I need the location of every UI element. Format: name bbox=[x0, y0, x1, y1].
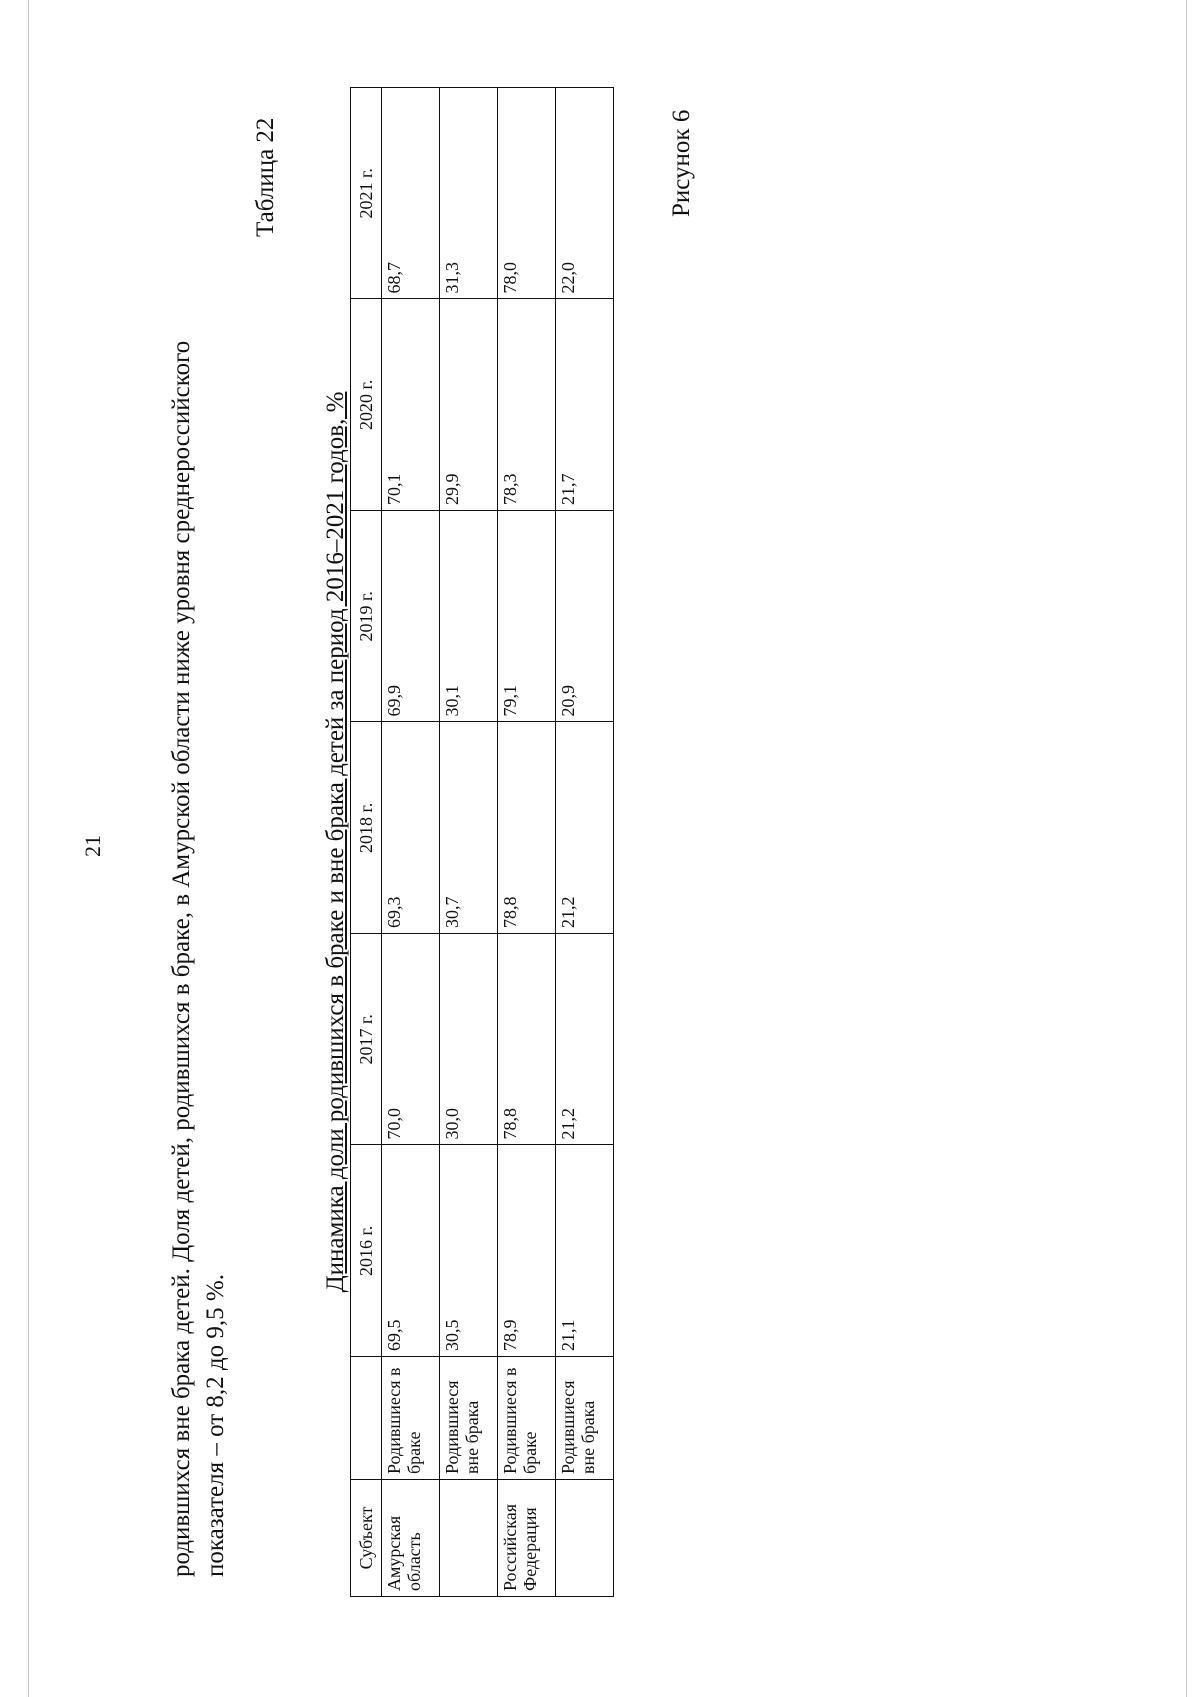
row-subject: Российская Федерация bbox=[498, 1480, 556, 1597]
header-2020: 2020 г. bbox=[351, 299, 382, 511]
row-category: Родившиеся вне брака bbox=[440, 1357, 498, 1480]
row-category: Родившиеся вне брака bbox=[556, 1357, 614, 1480]
header-subject: Субъект bbox=[351, 1480, 382, 1597]
value-cell: 30,5 bbox=[440, 1145, 498, 1357]
header-2021: 2021 г. bbox=[351, 88, 382, 300]
header-category bbox=[351, 1357, 382, 1480]
row-subject bbox=[556, 1480, 614, 1597]
table-header-row bbox=[351, 88, 382, 1597]
figure-label: Рисунок 6 bbox=[668, 109, 695, 217]
value-cell: 30,1 bbox=[440, 511, 498, 723]
value-cell: 69,5 bbox=[382, 1145, 440, 1357]
value-cell: 20,9 bbox=[556, 511, 614, 723]
value-cell: 79,1 bbox=[498, 511, 556, 723]
value-cell: 21,2 bbox=[556, 722, 614, 934]
value-cell: 22,0 bbox=[556, 88, 614, 300]
paragraph-line-2: показателя – от 8,2 до 9,5 %. bbox=[202, 1274, 229, 1577]
value-cell: 30,7 bbox=[440, 722, 498, 934]
value-cell: 78,3 bbox=[498, 299, 556, 511]
header-2017: 2017 г. bbox=[351, 934, 382, 1146]
value-cell: 21,2 bbox=[556, 934, 614, 1146]
row-category: Родившиеся в браке bbox=[498, 1357, 556, 1480]
data-table bbox=[350, 87, 614, 1597]
value-cell: 21,7 bbox=[556, 299, 614, 511]
value-cell: 70,1 bbox=[382, 299, 440, 511]
value-cell: 78,8 bbox=[498, 934, 556, 1146]
body-paragraph bbox=[165, 117, 233, 1577]
table-row bbox=[556, 88, 614, 1597]
value-cell: 29,9 bbox=[440, 299, 498, 511]
value-cell: 69,9 bbox=[382, 511, 440, 723]
value-cell: 69,3 bbox=[382, 722, 440, 934]
table-label: Таблица 22 bbox=[252, 117, 279, 237]
value-cell: 78,0 bbox=[498, 88, 556, 300]
paragraph-line-1: родившихся вне брака детей. Доля детей, родившихся в браке, в Амурской области ниже уровня среднероссийского bbox=[168, 340, 195, 1577]
header-2016: 2016 г. bbox=[351, 1145, 382, 1357]
value-cell: 31,3 bbox=[440, 88, 498, 300]
header-2019: 2019 г. bbox=[351, 511, 382, 723]
value-cell: 70,0 bbox=[382, 934, 440, 1146]
row-category: Родившиеся в браке bbox=[382, 1357, 440, 1480]
value-cell: 68,7 bbox=[382, 88, 440, 300]
row-subject bbox=[440, 1480, 498, 1597]
row-subject: Амурская область bbox=[382, 1480, 440, 1597]
value-cell: 30,0 bbox=[440, 934, 498, 1146]
page-number: 21 bbox=[80, 835, 105, 857]
table-row bbox=[498, 88, 556, 1597]
table-row bbox=[440, 88, 498, 1597]
header-2018: 2018 г. bbox=[351, 722, 382, 934]
value-cell: 78,9 bbox=[498, 1145, 556, 1357]
table-row bbox=[382, 88, 440, 1597]
value-cell: 78,8 bbox=[498, 722, 556, 934]
value-cell: 21,1 bbox=[556, 1145, 614, 1357]
table-title: Динамика доли родившихся в браке и вне брака детей за период 2016–2021 годов, % bbox=[322, 391, 349, 1293]
